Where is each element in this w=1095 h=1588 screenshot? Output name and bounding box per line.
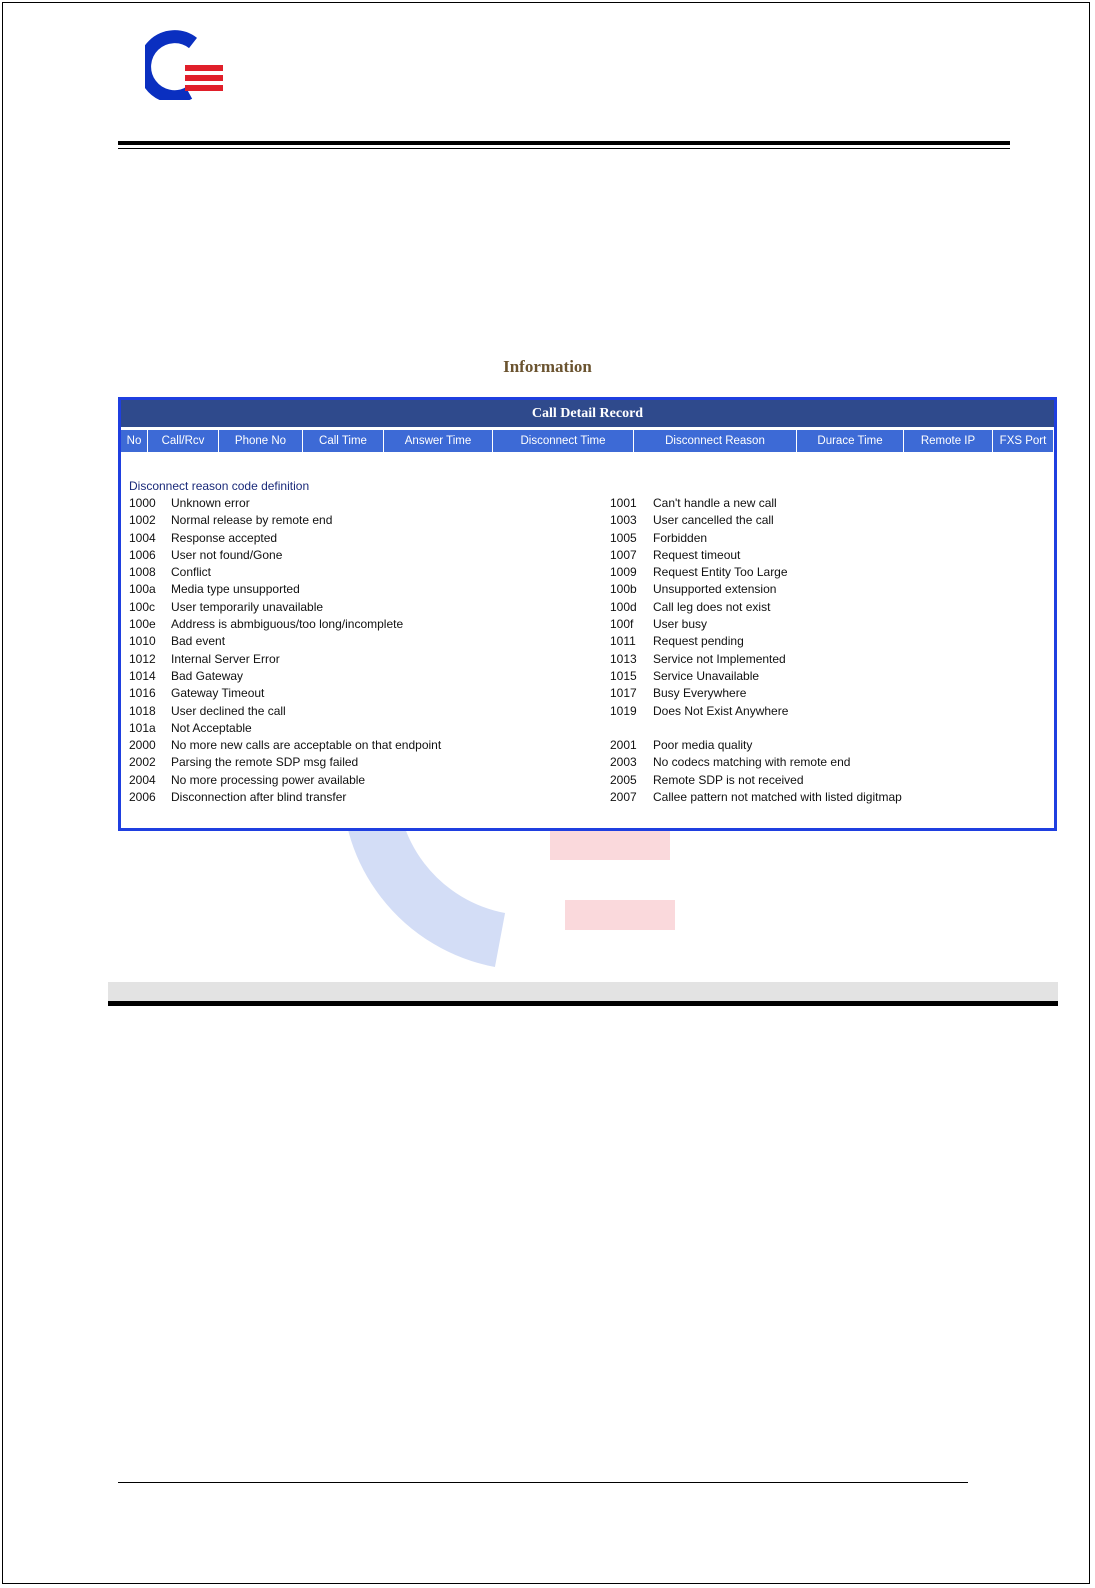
cdr-title: Call Detail Record xyxy=(121,400,1054,427)
code-left: 1000 xyxy=(129,496,156,510)
definition-heading: Disconnect reason code definition xyxy=(129,479,310,493)
code-left: 2004 xyxy=(129,772,156,787)
code-left: 1012 xyxy=(129,651,156,666)
code-row xyxy=(129,531,1049,548)
reason-right: Service not Implemented xyxy=(653,651,786,666)
col-call-rcv: Call/Rcv xyxy=(148,430,218,452)
code-row xyxy=(129,600,1049,617)
reason-left: User not found/Gone xyxy=(171,547,283,562)
code-left: 2000 xyxy=(129,738,156,753)
code-right: 100f xyxy=(610,617,634,632)
code-right: 2007 xyxy=(610,790,637,805)
code-left: 1008 xyxy=(129,565,156,580)
code-left: 1014 xyxy=(129,668,156,683)
code-row xyxy=(129,617,1049,634)
code-row xyxy=(129,496,1049,513)
code-row xyxy=(129,721,1049,738)
reason-right: User busy xyxy=(653,617,708,632)
code-row xyxy=(129,704,1049,721)
reason-right: Busy Everywhere xyxy=(653,686,747,701)
code-row xyxy=(129,565,1049,582)
code-left: 100a xyxy=(129,582,156,597)
reason-right: Callee pattern not matched with listed digitmap xyxy=(653,790,902,805)
code-row xyxy=(129,548,1049,565)
col-no: No xyxy=(121,430,147,452)
code-right: 1001 xyxy=(610,496,637,510)
reason-right: Forbidden xyxy=(653,530,708,545)
cdr-column-header xyxy=(121,430,1054,452)
reason-right: Remote SDP is not received xyxy=(653,772,804,787)
reason-left: Conflict xyxy=(171,565,212,580)
reason-left: Normal release by remote end xyxy=(171,513,333,528)
code-right: 1015 xyxy=(610,668,637,683)
footer-rule xyxy=(118,1482,968,1483)
call-detail-record-panel xyxy=(118,397,1057,831)
reason-left: Bad event xyxy=(171,634,226,649)
col-disconnect-time: Disconnect Time xyxy=(493,430,633,452)
reason-right: Request timeout xyxy=(653,547,741,562)
reason-right: No codecs matching with remote end xyxy=(653,755,851,770)
code-left: 100e xyxy=(129,617,156,632)
reason-right: Poor media quality xyxy=(653,738,753,753)
reason-left: No more new calls are acceptable on that endpoint xyxy=(171,738,442,753)
code-right: 1003 xyxy=(610,513,637,528)
code-left: 1004 xyxy=(129,530,156,545)
company-logo xyxy=(145,25,225,100)
reason-left: Bad Gateway xyxy=(171,668,244,683)
code-right: 1017 xyxy=(610,686,637,701)
reason-left: User declined the call xyxy=(171,703,286,718)
reason-right: Service Unavailable xyxy=(653,668,760,683)
code-right: 2005 xyxy=(610,772,637,787)
col-answer-time: Answer Time xyxy=(384,430,492,452)
code-definition-list xyxy=(129,496,1049,807)
col-disconnect-reason: Disconnect Reason xyxy=(634,430,796,452)
reason-left: Media type unsupported xyxy=(171,582,300,597)
code-right: 1009 xyxy=(610,565,637,580)
reason-left: User temporarily unavailable xyxy=(171,599,324,614)
section-title: Information xyxy=(503,357,592,376)
code-right: 1013 xyxy=(610,651,637,666)
code-row xyxy=(129,773,1049,790)
code-left: 1018 xyxy=(129,703,156,718)
code-row xyxy=(129,634,1049,651)
code-row xyxy=(129,686,1049,703)
code-left: 1010 xyxy=(129,634,156,649)
code-row xyxy=(129,582,1049,599)
reason-right: Can't handle a new call xyxy=(653,496,777,510)
reason-left: Unknown error xyxy=(171,496,250,510)
code-row xyxy=(129,738,1049,755)
code-left: 1016 xyxy=(129,686,156,701)
code-right: 100d xyxy=(610,599,637,614)
code-right: 1007 xyxy=(610,547,637,562)
reason-left: Address is abmbiguous/too long/incomplete xyxy=(171,617,404,632)
col-fxs-port: FXS Port xyxy=(993,430,1053,452)
code-left: 2002 xyxy=(129,755,156,770)
col-call-time: Call Time xyxy=(303,430,383,452)
reason-left: Disconnection after blind transfer xyxy=(171,790,347,805)
footer-gray-band xyxy=(108,982,1058,1001)
reason-left: Not Acceptable xyxy=(171,720,252,735)
section-rule-thick xyxy=(108,1001,1058,1006)
reason-left: Gateway Timeout xyxy=(171,686,265,701)
code-right: 2003 xyxy=(610,755,637,770)
reason-left: No more processing power available xyxy=(171,772,366,787)
code-right: 1011 xyxy=(610,634,636,649)
header-rule-thin xyxy=(118,148,1010,149)
reason-right: Unsupported extension xyxy=(653,582,777,597)
code-row xyxy=(129,652,1049,669)
code-right: 100b xyxy=(610,582,637,597)
code-left: 2006 xyxy=(129,790,156,805)
col-phone-no: Phone No xyxy=(219,430,302,452)
reason-right: Request Entity Too Large xyxy=(653,565,788,580)
code-left: 101a xyxy=(129,720,156,735)
col-remote-ip: Remote IP xyxy=(904,430,992,452)
code-row xyxy=(129,513,1049,530)
col-durace-time: Durace Time xyxy=(797,430,903,452)
code-row xyxy=(129,790,1049,807)
code-right: 2001 xyxy=(610,738,637,753)
reason-right: Does Not Exist Anywhere xyxy=(653,703,789,718)
code-left: 1006 xyxy=(129,547,156,562)
code-left: 1002 xyxy=(129,513,156,528)
code-left: 100c xyxy=(129,599,156,614)
reason-right: Call leg does not exist xyxy=(653,599,771,614)
code-row xyxy=(129,755,1049,772)
reason-right: User cancelled the call xyxy=(653,513,774,528)
code-right: 1005 xyxy=(610,530,637,545)
code-right: 1019 xyxy=(610,703,637,718)
header-rule-thick xyxy=(118,141,1010,145)
reason-left: Response accepted xyxy=(171,530,278,545)
reason-left: Parsing the remote SDP msg failed xyxy=(171,755,359,770)
reason-right: Request pending xyxy=(653,634,744,649)
reason-left: Internal Server Error xyxy=(171,651,280,666)
code-row xyxy=(129,669,1049,686)
